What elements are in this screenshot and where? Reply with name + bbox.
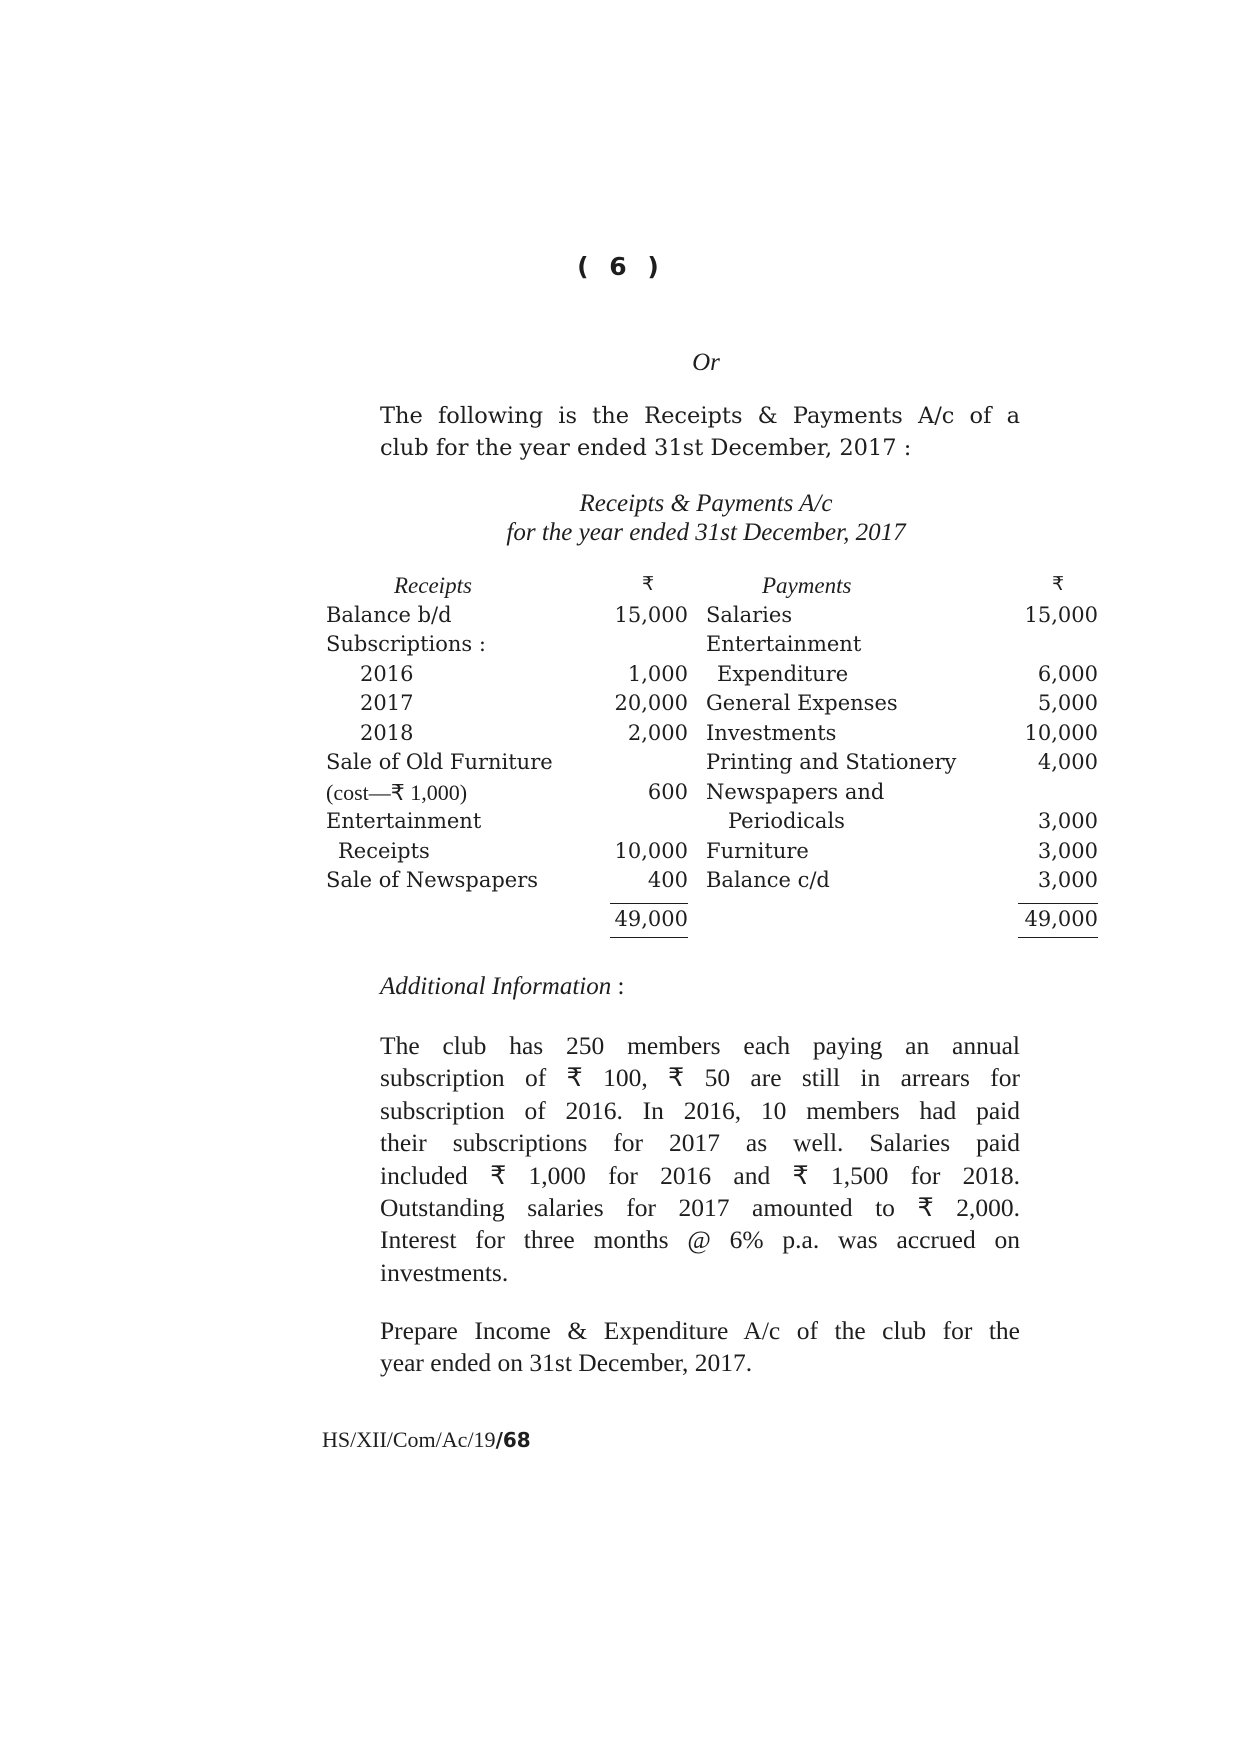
payment-amount: 4,000 (1037, 750, 1098, 774)
receipt-label: Sale of Old Furniture (326, 750, 553, 774)
payment-amount: 5,000 (1037, 691, 1098, 715)
note-line: The club has 250 members each paying an annual (380, 1031, 1020, 1060)
receipt-amount: 400 (647, 868, 688, 892)
receipt-amount: 2,000 (627, 721, 688, 745)
additional-information-heading (380, 973, 624, 1001)
account-subtitle: for the year ended 31st December, 2017 (506, 519, 906, 546)
note-line: Interest for three months @ 6% p.a. was accrued on (380, 1225, 1020, 1255)
payments-header: Payments (762, 573, 852, 598)
receipts-total: 49,000 (610, 903, 688, 938)
receipt-label: 2018 (360, 721, 414, 745)
receipt-label: 2017 (360, 691, 414, 715)
receipt-label: (cost—₹ 1,000) (326, 780, 468, 805)
receipts-rupee-header: ₹ (642, 573, 655, 595)
question-intro (380, 400, 1020, 464)
payment-label: Expenditure (717, 662, 849, 686)
receipt-label: Balance b/d (326, 603, 452, 627)
account-title: Receipts & Payments A/c (579, 490, 833, 517)
additional-information-label: Additional Information (380, 973, 612, 1000)
note-line: investments. (380, 1257, 509, 1287)
payment-label: Balance c/d (706, 868, 830, 892)
payment-label: Investments (706, 721, 837, 745)
receipt-label: Subscriptions : (326, 632, 486, 656)
payment-amount: 6,000 (1037, 662, 1098, 686)
receipt-label: Sale of Newspapers (326, 868, 539, 892)
payment-label: Entertainment (706, 632, 862, 656)
intro-line: club for the year ended 31st December, 2017 : (380, 435, 912, 461)
payment-label: Furniture (706, 839, 809, 863)
payment-amount: 3,000 (1037, 809, 1098, 833)
paper-code: HS/XII/Com/Ac/19 (322, 1427, 496, 1452)
payment-label: Salaries (706, 603, 793, 627)
payment-label: General Expenses (706, 691, 898, 715)
payment-amount: 3,000 (1037, 839, 1098, 863)
additional-information-colon: : (617, 973, 625, 1000)
payments-rupee-header: ₹ (1052, 573, 1065, 595)
receipt-label: Entertainment (326, 809, 482, 833)
receipt-label: Receipts (338, 839, 430, 863)
receipts-header: Receipts (394, 573, 472, 598)
paper-page-count: /68 (495, 1428, 531, 1452)
receipt-amount: 600 (647, 780, 688, 804)
note-line: subscription of ₹ 100, ₹ 50 are still in arrears for (380, 1063, 1020, 1093)
payment-amount: 10,000 (1024, 721, 1098, 745)
receipt-amount: 20,000 (614, 691, 688, 715)
additional-information-text (380, 1030, 1020, 1289)
payment-label: Printing and Stationery (706, 750, 957, 774)
task-line: Prepare Income & Expenditure A/c of the club for the (380, 1316, 1020, 1345)
receipt-amount: 1,000 (627, 662, 688, 686)
intro-line: The following is the Receipts & Payments A/c of a (380, 403, 1020, 429)
payment-label: Newspapers and (706, 780, 885, 804)
receipt-amount: 15,000 (614, 603, 688, 627)
note-line: Outstanding salaries for 2017 amounted to ₹ 2,000. (380, 1193, 1020, 1223)
paper-code-footer (322, 1427, 531, 1453)
receipt-amount: 10,000 (614, 839, 688, 863)
payment-label: Periodicals (728, 809, 845, 833)
payment-amount: 15,000 (1024, 603, 1098, 627)
or-separator: Or (692, 349, 720, 376)
note-line: included ₹ 1,000 for 2016 and ₹ 1,500 for 2018. (380, 1160, 1020, 1190)
receipt-label: 2016 (360, 662, 414, 686)
task-line: year ended on 31st December, 2017. (380, 1348, 753, 1378)
payment-amount: 3,000 (1037, 868, 1098, 892)
note-line: their subscriptions for 2017 as well. Salaries paid (380, 1128, 1020, 1158)
question-task (380, 1315, 1020, 1380)
page-number: ( 6 ) (577, 252, 665, 281)
payments-total: 49,000 (1018, 903, 1098, 938)
note-line: subscription of 2016. In 2016, 10 members had paid (380, 1095, 1020, 1125)
